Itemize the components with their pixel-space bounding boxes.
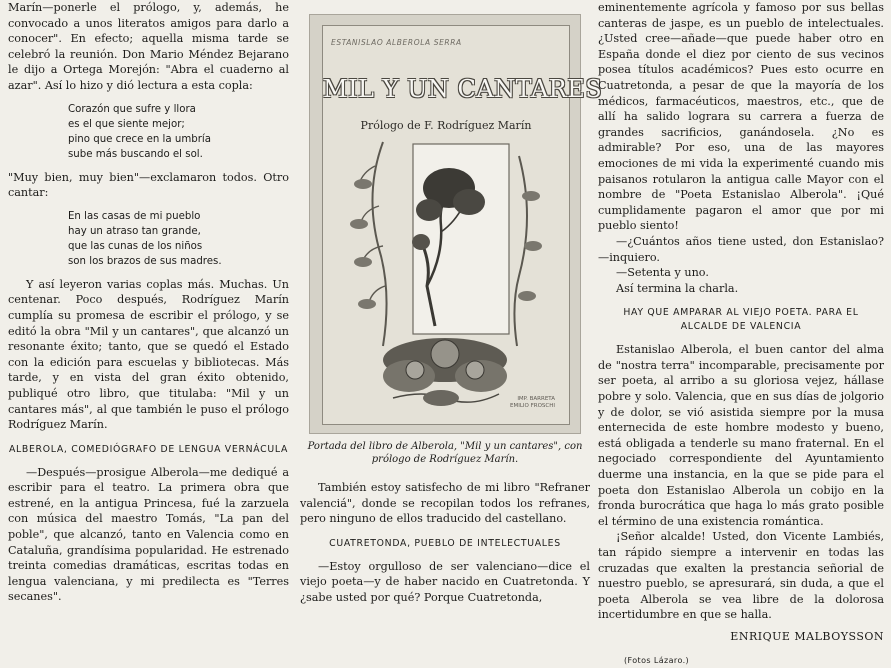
paragraph-closing: Así termina la charla. [616,281,739,295]
book-cover [322,25,603,425]
cover-title: MIL Y UN CANTARES [323,75,603,103]
paragraph-teatro: —Después—prosigue Alberola—me dediqué a escribir para el teatro. La primera obra que estrené, en la antigua Princesa, fué la zarzuela con música del maestro Tomás, "La pan del poble", que alcanzó, tanto en Valencia como en Cataluña, grandísima popularidad. He estrenado treinta comedias dramáticas, escritas todas en lengua valenciana, y mi predilecta es "Terres secanes". [8,465,289,604]
paragraph-question-age: —¿Cuántos años tiene usted, don Estanislao?—inquiero. [598,234,884,264]
paragraph-senor-alcalde: ¡Señor alcalde! Usted, don Vicente Lambiés, tan rápido siempre a intervenir en todas las cruzadas que exalten la prestancia señorial de nuestro pueblo, se apresurará, sin duda, a que el poeta Alberola se vea libre de la dolorosa incertidumbre en que se halla. [598,530,884,622]
poem-casas [68,209,289,269]
tree-illustration [323,136,569,424]
paragraph-orgulloso: —Estoy orgulloso de ser valenciano—dice el viejo poeta—y de haber nacido en Cuatretonda. Y ¿sabe usted por qué? Porque Cuatretonda, [300,559,590,604]
cover-subtitle: Prólogo de F. Rodríguez Marín [360,119,532,132]
cover-author: ESTANISLAO ALBEROLA SERRA [331,38,462,47]
poem-line: es el que siente mejor; [68,118,185,130]
paragraph-convocation: Marín—ponerle el prólogo, y, además, he convocado a unos literatos amigos para darlo a conocer". En efecto; aquella misma tarde se celebró la reunión. Don Mario Méndez Bejarano le dijo a Ortega Morejón: "Abra el cuaderno al azar". Así lo hizo y dió lectura a esta copla: [8,1,289,92]
figure-caption: Portada del libro de Alberola, "Mil y un cantares", con prólogo de Rodríguez Marín. [307,441,583,465]
book-cover-figure [309,14,603,434]
poem-line: En las casas de mi pueblo [68,210,201,222]
section-heading-amparar: HAY QUE AMPARAR AL VIEJO POETA. PARA EL ALCALDE DE VALENCIA [623,307,859,333]
paragraph-poeta-pobre: Estanislao Alberola, el buen cantor del alma de "nostra terra" incomparable, precisamente por ser poeta, al arribo a su gloriosa vejez, hállase pobre y solo. Valencia, que en sus días de jolgorio y de dolor, se vió asistida siempre por la musa enternecida de este hombre modesto y bueno, está obligada a tenderle su mano fraternal. En el negociado correspondiente del Ayuntamiento duerme una instancia, en la que se pide para el poeta don Estanislao Alberola un cobijo en la fronda burocrática que haga lo más grato posible el término de una existencia romántica. [598,343,884,528]
paragraph-refraner: También estoy satisfecho de mi libro "Refraner valenciá", donde se recopilan todos los refranes, pero ninguno de ellos traducido del castellano. [300,481,590,526]
author-signature: ENRIQUE MALBOYSSON [730,629,884,643]
photo-credit: (Fotos Lázaro.) [624,655,690,665]
paragraph-intelectuales: eminentemente agrícola y famoso por sus bellas canteras de jaspe, es un pueblo de intelectuales. ¿Usted cree—añade—que puede haber otro en España donde el diez por ciento de sus vecinos posea títulos académicos? Pues esto ocurre en Cuatretonda, a pesar de que la mayoría de los médicos, farmacéuticos, maestros, etc., que de allí ha salido lograra su carrera a fuerza de grandes sacrificios, ganándosela. ¿No es admirable? Por eso, una de las mayores emociones de mi vida la experimenté cuando mis paisanos rotularon la antigua calle Mayor con el nombre de "Poeta Estanislao Alberola". ¡Qué cumplidamente pagaron el amor que por mi pueblo siento! [598,1,884,233]
paragraph-muy-bien: "Muy bien, muy bien"—exclamaron todos. Otro cantar: [8,170,289,200]
poem-corazon [68,102,289,162]
column-middle [300,0,603,606]
printer-line: IMP. BARRETA [517,396,555,402]
poem-line: pino que crece en la umbría [68,133,211,145]
printer-line: EMILIO FROSCHI [509,403,555,409]
column-left [8,0,289,605]
poem-line: son los brazos de sus madres. [68,255,222,267]
poem-line: sube más buscando el sol. [68,148,203,160]
column-right [598,0,884,668]
section-heading-comediografo: ALBEROLA, COMEDIÓGRAFO DE LENGUA VERNÁCULA [8,443,289,455]
poem-line: hay un atraso tan grande, [68,225,201,237]
paragraph-answer-age: —Setenta y uno. [616,266,709,280]
paragraph-coplas: Y así leyeron varias coplas más. Muchas. Un centenar. Poco después, Rodríguez Marín cumplía su promesa de escribir el prólogo, y se editó la obra "Mil y un cantares", que alcanzó un resonante éxito; tanto, que se quedó el Estado con la edición para escuelas y bibliotecas. Más tarde, y en vista del gran éxito obtenido, publiqué otro libro, que titulaba: "Mil y un cantares más", al que también le puso el prólogo Rodríguez Marín. [8,277,289,432]
section-heading-cuatretonda: CUATRETONDA, PUEBLO DE INTELECTUALES [329,537,561,549]
cover-printer-credit [510,396,555,410]
poem-line: que las cunas de los niños [68,240,203,252]
poem-line: Corazón que sufre y llora [68,103,196,115]
